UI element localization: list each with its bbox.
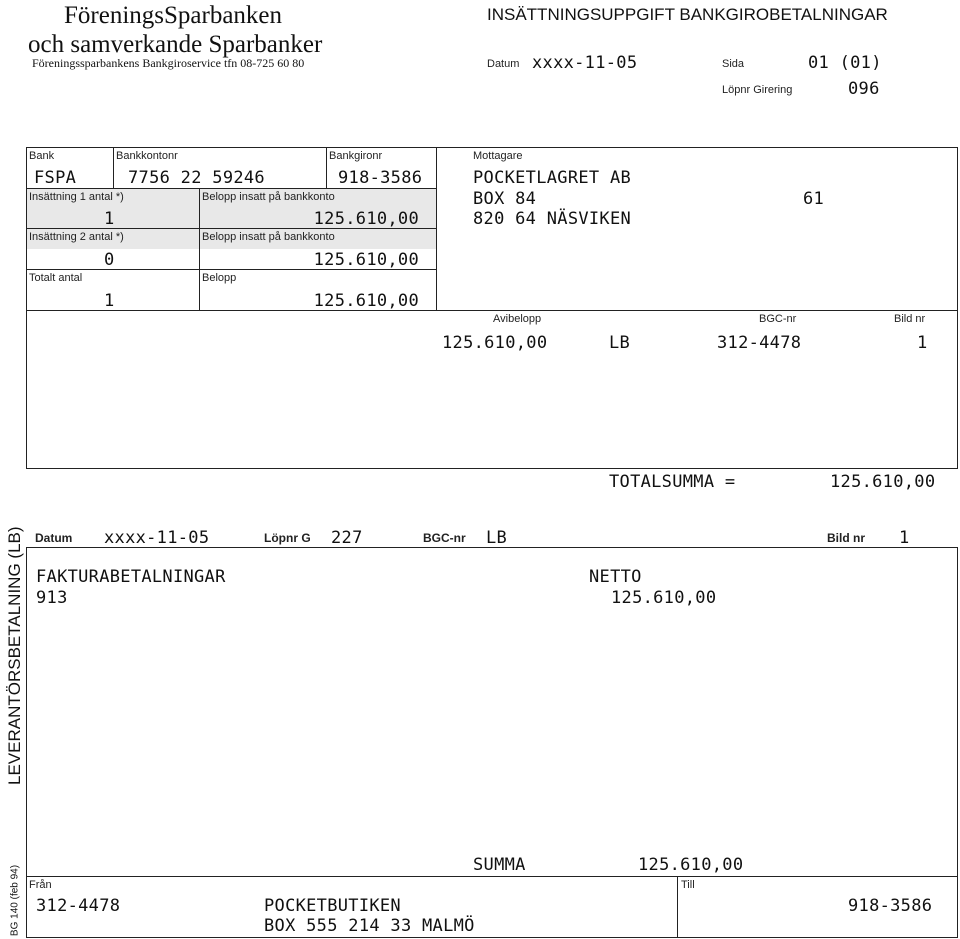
belopp-label: Belopp: [202, 272, 237, 284]
insattning2-label: Insättning 2 antal *): [29, 231, 124, 243]
fran-name: POCKETBUTIKEN: [264, 896, 401, 916]
s2-bgcnr-label: BGC-nr: [423, 531, 466, 545]
sida-label: Sida: [722, 58, 745, 70]
recipient-address1-right: 61: [803, 189, 825, 209]
belopp-value: 125.610,00: [313, 291, 419, 311]
bankkontonr-value: 7756 22 59246: [128, 168, 265, 188]
bgcnr-value: 312-4478: [717, 333, 802, 353]
s2-bildnr-value: 1: [899, 528, 910, 548]
belopp2-value: 125.610,00: [313, 250, 419, 270]
totalt-antal-label: Totalt antal: [29, 272, 83, 284]
totalsumma-value: 125.610,00: [830, 472, 936, 492]
bank-label: Bank: [29, 150, 55, 162]
netto-value: 125.610,00: [611, 588, 717, 608]
bildnr-label: Bild nr: [894, 313, 926, 325]
bank-name-line2: och samverkande Sparbanker: [28, 31, 323, 58]
belopp1-value: 125.610,00: [313, 209, 419, 229]
bgcnr-label: BGC-nr: [759, 313, 797, 325]
s2-datum-value: xxxx-11-05: [104, 528, 210, 548]
side-label: LEVERANTÖRSBETALNING (LB): [5, 526, 24, 785]
recipient-address1: BOX 84: [473, 189, 537, 209]
recipient-address2: 820 64 NÄSVIKEN: [473, 209, 632, 229]
lopnr-girering-label: Löpnr Girering: [722, 84, 793, 96]
insattning1-label: Insättning 1 antal *): [29, 191, 124, 203]
lopnr-girering-value: 096: [848, 79, 880, 99]
header-datum-label: Datum: [487, 58, 520, 70]
bank-name-line1: FöreningsSparbanken: [64, 2, 283, 29]
fran-label: Från: [29, 879, 52, 891]
totalsumma-label: TOTALSUMMA =: [609, 472, 736, 492]
bankkontonr-label: Bankkontonr: [116, 150, 178, 162]
bankgironr-label: Bankgironr: [329, 150, 383, 162]
insattning2-antal: 0: [104, 250, 115, 270]
s2-bildnr-label: Bild nr: [827, 531, 865, 545]
fran-value: 312-4478: [36, 896, 121, 916]
section2-box: [26, 547, 958, 938]
avibelopp-value: 125.610,00: [442, 333, 548, 353]
till-label: Till: [681, 879, 695, 891]
belopp1-label: Belopp insatt på bankkonto: [202, 191, 335, 203]
service-line: Föreningssparbankens Bankgiroservice tfn 08-725 60 80: [32, 56, 305, 70]
sida-value: 01 (01): [808, 53, 882, 73]
form-title: INSÄTTNINGSUPPGIFT BANKGIROBETALNINGAR: [487, 5, 888, 24]
summa-value: 125.610,00: [638, 855, 744, 875]
avibelopp-label: Avibelopp: [493, 313, 542, 325]
bildnr-value: 1: [917, 333, 928, 353]
summa-label: SUMMA: [473, 855, 526, 875]
totalt-antal-value: 1: [104, 291, 115, 311]
s2-lopnr-label: Löpnr G: [264, 531, 311, 545]
bankgironr-value: 918-3586: [338, 168, 423, 188]
lb-value: LB: [609, 333, 631, 353]
mottagare-label: Mottagare: [473, 150, 523, 162]
insattning1-antal: 1: [104, 209, 115, 229]
s2-bgcnr-value: LB: [486, 528, 508, 548]
fakturabetalningar: FAKTURABETALNINGAR: [36, 567, 226, 587]
header-datum-value: xxxx-11-05: [532, 53, 638, 73]
netto-label: NETTO: [589, 567, 642, 587]
form-code: BG 140 (feb 94): [9, 864, 21, 937]
belopp2-label: Belopp insatt på bankkonto: [202, 231, 335, 243]
fakturabetalningar-code: 913: [36, 588, 68, 608]
till-value: 918-3586: [848, 896, 933, 916]
fran-address: BOX 555 214 33 MALMÖ: [264, 916, 475, 936]
recipient-name: POCKETLAGRET AB: [473, 168, 632, 188]
bank-value: FSPA: [34, 168, 77, 188]
s2-datum-label: Datum: [35, 531, 73, 545]
s2-lopnr-value: 227: [331, 528, 363, 548]
